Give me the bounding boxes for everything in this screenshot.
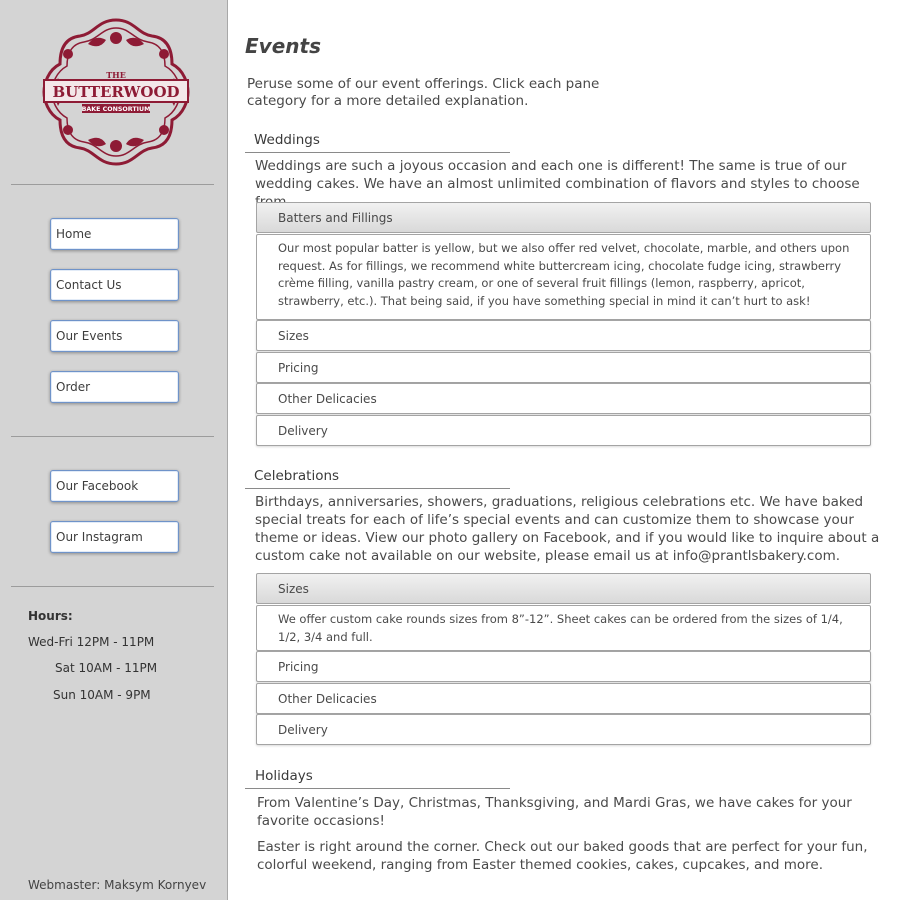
weddings-heading: Weddings [254, 132, 320, 148]
weddings-description: Weddings are such a joyous occasion and each one is different! The same is true of our wedding cakes. We have an almost unlimited combination of flavors and styles to choose [255, 158, 860, 192]
hours-line: Sat 10AM - 11PM [55, 661, 158, 675]
accordion-other-delicacies[interactable]: Other Delicacies [256, 683, 871, 714]
page-title: Events [245, 34, 321, 58]
sidebar-divider [11, 184, 214, 185]
accordion-panel-batters-fillings: Our most popular batter is yellow, but we also offer red velvet, chocolate, marble, and others upon request. As for fillings, we recommend white buttercream icing, chocolate fudge icing, strawberry crème filling, vanilla pastry cream, or one of several fruit fillings (lemon, raspberry, apricot, strawberry, etc.). That being said, if you have something special in mind it can’t hurt to ask! [256, 234, 871, 320]
section-divider [245, 788, 510, 789]
accordion-other-delicacies[interactable]: Other Delicacies [256, 383, 871, 414]
nav-contact-button[interactable]: Contact Us [50, 269, 179, 301]
facebook-button[interactable]: Our Facebook [50, 470, 179, 502]
nav-order-button[interactable]: Order [50, 371, 179, 403]
accordion-delivery[interactable]: Delivery [256, 714, 871, 745]
accordion-delivery[interactable]: Delivery [256, 415, 871, 446]
hours-line: Wed-Fri 12PM - 11PM [28, 635, 155, 649]
accordion-pricing[interactable]: Pricing [256, 651, 871, 682]
holidays-easter-text: Easter is right around the corner. Check out our baked goods that are perfect for your fun, colorful weekend, ranging from Easter themed cookies, cakes, cupcakes, and more. [257, 839, 868, 873]
celebrations-heading: Celebrations [254, 468, 340, 484]
logo-name-text: BUTTERWOOD [52, 83, 180, 101]
logo-top-text: THE [106, 70, 126, 80]
accordion-pricing[interactable]: Pricing [256, 352, 871, 383]
sidebar-divider [11, 586, 214, 587]
logo-sub-text: BAKE CONSORTIUM [81, 106, 151, 113]
holidays-heading: Holidays [255, 768, 313, 784]
section-divider [245, 488, 510, 489]
section-divider [245, 152, 510, 153]
accordion-sizes[interactable]: Sizes [256, 573, 871, 604]
accordion-sizes[interactable]: Sizes [256, 320, 871, 351]
nav-events-button[interactable]: Our Events [50, 320, 179, 352]
bakery-logo[interactable] [38, 14, 194, 170]
nav-home-button[interactable]: Home [50, 218, 179, 250]
intro-text: Peruse some of our event offerings. Click each pane category for a more detailed explanation. [247, 76, 600, 109]
celebrations-description: Birthdays, anniversaries, showers, graduations, religious celebrations etc. We have baked special treats for each of life’s special events and can customize them to showcase your theme or ideas. View our photo gallery on Facebook, and if you would like to inquire about a custom cake not available on our website, please email us at info@prantlsbakery.com. [255, 494, 880, 564]
sidebar [0, 0, 228, 900]
hours-line: Sun 10AM - 9PM [53, 688, 151, 702]
instagram-button[interactable]: Our Instagram [50, 521, 179, 553]
accordion-batters-fillings[interactable]: Batters and Fillings [256, 202, 871, 233]
webmaster-credit: Webmaster: Maksym Kornyev [28, 878, 207, 892]
holidays-description: From Valentine’s Day, Christmas, Thanksgiving, and Mardi Gras, we have cakes for your favorite occasions! [257, 795, 852, 829]
accordion-panel-sizes: We offer custom cake rounds sizes from 8”-12”. Sheet cakes can be ordered from the sizes of 1/4, 1/2, 3/4 and full. [256, 605, 871, 651]
sidebar-divider [11, 436, 214, 437]
hours-title: Hours: [28, 609, 73, 623]
